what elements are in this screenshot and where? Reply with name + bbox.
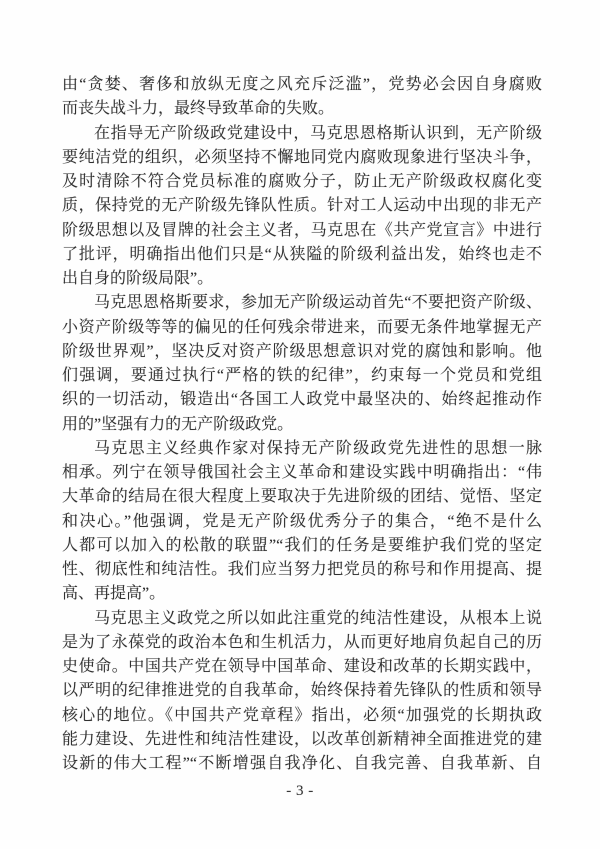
text-line: 由“贪婪、奢侈和放纵无度之风充斥泛滥”，党势必会因自身腐败 <box>62 76 542 93</box>
text-line: 们强调，要通过执行“严格的铁的纪律”，约束每一个党员和党组 <box>62 367 542 384</box>
text-line: 织的一切活动，锻造出“各国工人政党中最坚决的、始终起推动作 <box>62 391 542 409</box>
text-line: 要纯洁党的组织，必须坚持不懈地同党内腐败现象进行坚决斗争， <box>62 148 542 166</box>
page-body <box>62 73 542 776</box>
text-line: 阶级世界观”，坚决反对资产阶级思想意识对党的腐蚀和影响。他 <box>62 342 542 360</box>
text-line: 了批评，明确指出他们只是“从狭隘的阶级利益出发，始终也走不 <box>62 245 542 263</box>
text-line: 相承。列宁在领导俄国社会主义革命和建设实践中明确指出：“伟 <box>62 464 542 481</box>
text-line: 阶级思想以及冒牌的社会主义者，马克思在《共产党宣言》中进行 <box>62 221 542 239</box>
text-line: 人都可以加入的松散的联盟”“我们的任务是要维护我们党的坚定 <box>62 536 542 554</box>
text-line: 史使命。中国共产党在领导中国革命、建设和改革的长期实践中， <box>62 658 542 675</box>
text-line: 是为了永葆党的政治本色和生机活力，从而更好地肩负起自己的历 <box>62 633 542 651</box>
text-line: 性、彻底性和纯洁性。我们应当努力把党员的称号和作用提高、提 <box>62 561 542 578</box>
text-line: 用的”坚强有力的无产阶级政党。 <box>62 415 294 433</box>
text-line: 高、再提高”。 <box>62 585 166 603</box>
text-line: 出自身的阶级局限”。 <box>62 270 214 287</box>
text-line: 而丧失战斗力，最终导致革命的失败。 <box>62 100 335 118</box>
text-line: 马克思主义经典作家对保持无产阶级政党先进性的思想一脉 <box>94 439 542 457</box>
text-line: 质，保持党的无产阶级先锋队性质。针对工人运动中出现的非无产 <box>62 197 542 215</box>
text-line: 以严明的纪律推进党的自我革命，始终保持着先锋队的性质和领导 <box>62 682 542 700</box>
page-number: - 3 - <box>286 783 314 799</box>
text-line: 和决心。”他强调，党是无产阶级优秀分子的集合，“绝不是什么 <box>62 512 542 530</box>
text-line: 在指导无产阶级政党建设中，马克思恩格斯认识到，无产阶级 <box>94 124 542 142</box>
text-line: 马克思主义政党之所以如此注重党的纯洁性建设，从根本上说 <box>94 609 542 627</box>
text-line: 能力建设、先进性和纯洁性建设，以改革创新精神全面推进党的建 <box>62 730 542 748</box>
text-line: 设新的伟大工程”“不断增强自我净化、自我完善、自我革新、自 <box>62 755 542 772</box>
text-line: 及时清除不符合党员标准的腐败分子，防止无产阶级政权腐化变 <box>62 173 542 190</box>
text-line: 小资产阶级等等的偏见的任何残余带进来，而要无条件地掌握无产 <box>62 318 542 336</box>
text-line: 大革命的结局在很大程度上要取决于先进阶级的团结、觉悟、坚定 <box>62 488 542 506</box>
text-line: 马克思恩格斯要求，参加无产阶级运动首先“不要把资产阶级、 <box>94 294 542 312</box>
text-line: 核心的地位。《中国共产党章程》指出，必须“加强党的长期执政 <box>62 706 542 724</box>
